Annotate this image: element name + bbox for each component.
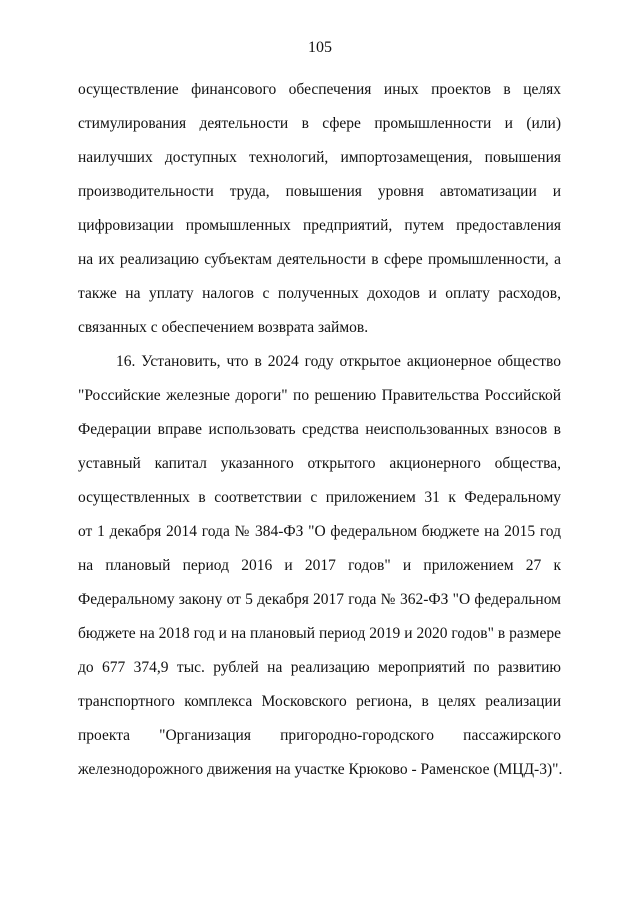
text-line: до 677 374,9 тыс. рублей на реализацию мероприятий по развитию [78,659,561,676]
paragraph-16 [78,345,561,787]
text-line: цифровизации промышленных предприятий, путем предоставления [78,217,561,234]
text-line: "Российские железные дороги" по решению Правительства Российской [78,387,561,404]
text-line: уставный капитал указанного открытого акционерного общества, [78,455,561,472]
text-line: осуществление финансового обеспечения иных проектов в целях [78,81,561,98]
page-number: 105 [308,39,332,56]
text-line: Федеральному закону от 5 декабря 2017 года № 362-ФЗ "О федеральном [78,591,561,608]
text-line: производительности труда, повышения уровня автоматизации и [78,183,561,200]
paragraph-1 [78,73,561,345]
text-line: железнодорожного движения на участке Крюково - Раменское (МЦД-3)". [78,761,563,778]
text-line: Федерации вправе использовать средства неиспользованных взносов в [78,421,561,438]
text-line: связанных с обеспечением возврата займов. [78,319,369,336]
text-line: от 1 декабря 2014 года № 384-ФЗ "О федеральном бюджете на 2015 год [78,523,561,540]
text-line: стимулирования деятельности в сфере промышленности и (или) [78,115,561,132]
text-line: транспортного комплекса Московского региона, в целях реализации [78,693,561,710]
text-line: 16. Установить, что в 2024 году открытое акционерное общество [116,353,561,370]
text-line: наилучших доступных технологий, импортозамещения, повышения [78,149,561,166]
text-line: бюджете на 2018 год и на плановый период 2019 и 2020 годов" в размере [78,625,561,642]
text-line: также на уплату налогов с полученных доходов и оплату расходов, [78,285,561,302]
text-line: на плановый период 2016 и 2017 годов" и приложением 27 к [78,557,561,574]
text-line: проекта "Организация пригородно-городского пассажирского [78,727,561,744]
text-line: осуществленных в соответствии с приложением 31 к Федеральному [78,489,561,506]
text-line: на их реализацию субъектам деятельности в сфере промышленности, а [78,251,561,268]
